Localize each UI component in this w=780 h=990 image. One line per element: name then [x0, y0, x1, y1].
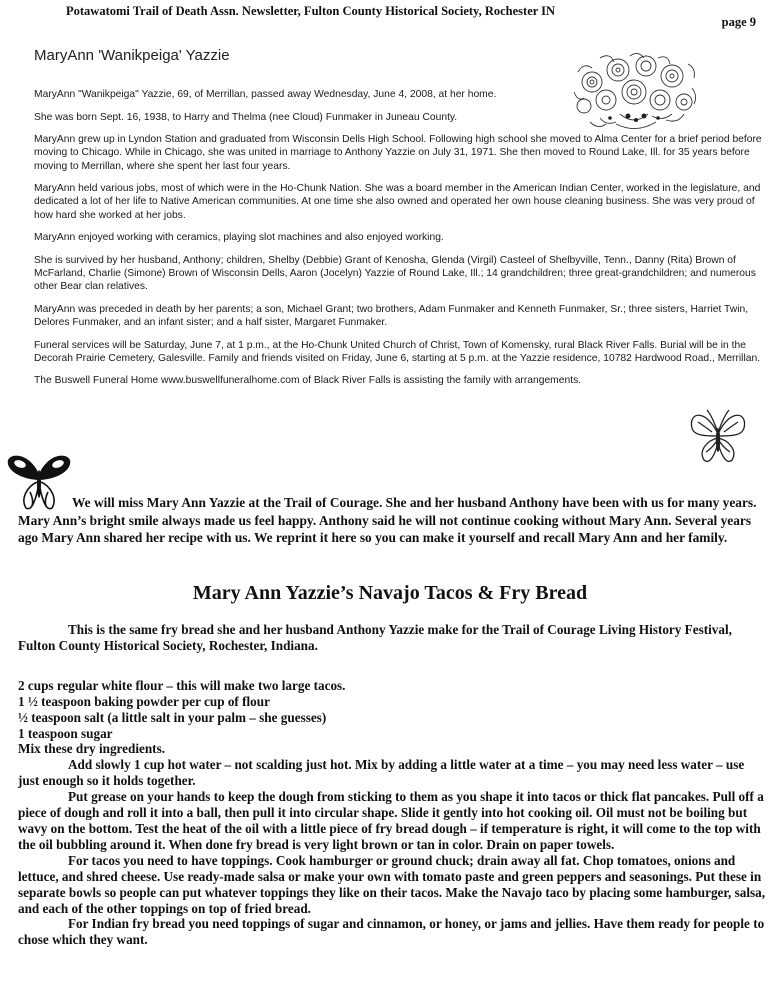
recipe-step: Put grease on your hands to keep the dough from sticking to them as you shape it into tacos or thick flat pancakes. Pull off a piece of dough and roll it into a ball, then pull it into circular shape. Slide it gently into hot cooking oil. Oil must not be boiling but wavy on the bottom. Test the heat of the oil with a little piece of fry bread dough – if temperature is right, it will come to the top with the oil bubbling around it. When done fry bread is very light brown or tan in color. Drain on paper towels. [18, 789, 764, 852]
obituary-paragraph: MaryAnn held various jobs, most of which were in the Ho-Chunk Nation. She was a board member in the American Indian Center, worked in the legislature, and dedicated a lot of her life to Native American communities. At one time she also owned and operated her own house cleaning business. She was very proud of how hard she worked at her jobs. [34, 183, 761, 221]
obituary-paragraph: MaryAnn "Wanikpeiga" Yazzie, 69, of Merrillan, passed away Wednesday, June 4, 2008, at her home. [34, 89, 497, 100]
obituary-paragraph: The Buswell Funeral Home www.buswellfuneralhome.com of Black River Falls is assisting the family with arrangements. [34, 375, 582, 387]
obituary-paragraph: MaryAnn grew up in Lyndon Station and graduated from Wisconsin Dells High School. Following high school she moved to Alma Center for a brief period before moving to Chicago. While in Chicago, she was united in marriage to Anthony Yazzie on July 31, 1971. She then moved to Round Lake, Ill. for 35 years before moving to Merrillan, where she spent her last four years. [34, 134, 762, 172]
ingredient-line: 1 teaspoon sugar [18, 725, 113, 741]
obituary-title: MaryAnn 'Wanikpeiga' Yazzie [34, 47, 230, 64]
obituary-body [34, 88, 764, 397]
page-number: page 9 [721, 15, 756, 29]
newsletter-title: Potawatomi Trail of Death Assn. Newsletter, Fulton County Historical Society, Rochester IN [66, 4, 556, 18]
obituary-paragraph: MaryAnn enjoyed working with ceramics, playing slot machines and also enjoyed working. [34, 232, 444, 244]
recipe-body [18, 622, 766, 948]
recipe-step: For tacos you need to have toppings. Cook hamburger or ground chuck; drain away all fat. Chop tomatoes, onions and lettuce, and shred cheese. Use ready-made salsa or make your own with tomato paste and green peppers and seasonings. Put these in separate bowls so people can put whatever toppings they like on their tacos. Make the Navajo taco by placing some hamburger, salsa, and each of the other toppings on top of fried bread. [18, 852, 766, 916]
butterfly-icon [686, 404, 750, 468]
ingredient-line: ½ teaspoon salt (a little salt in your palm – she guesses) [18, 709, 327, 725]
tribute-paragraph: We will miss Mary Ann Yazzie at the Trail of Courage. She and her husband Anthony have been with us for many years. Mary Ann’s bright smile always made us feel happy. Anthony said he will not continue cooking without Mary Ann. Several years ago Mary Ann shared her recipe with us. We reprint it here so you can make it yourself and recall Mary Ann and her family. [18, 495, 757, 546]
obituary-paragraph: MaryAnn was preceded in death by her parents; a son, Michael Grant; two brothers, Adam Funmaker and Kenneth Funmaker, Sr.; three sisters, Harriet Twin, Delores Funmaker, and an infant sister; and a half sister, Margaret Funmaker. [34, 303, 749, 328]
recipe-step: Add slowly 1 cup hot water – not scalding just hot. Mix by adding a little water at a time – you may need less water – use just enough so it holds together. [18, 757, 745, 789]
recipe-title: Mary Ann Yazzie’s Navajo Tacos & Fry Bread [192, 582, 588, 604]
ingredient-line: 2 cups regular white flour – this will make two large tacos. [18, 677, 346, 693]
ingredient-line: Mix these dry ingredients. [18, 741, 166, 757]
obituary-paragraph: She was born Sept. 16, 1938, to Harry and Thelma (nee Cloud) Funmaker in Juneau County. [34, 111, 458, 123]
recipe-intro: This is the same fry bread she and her husband Anthony Yazzie make for the Trail of Courage Living History Festival, Fulton County Historical Society, Rochester, Indiana. [18, 622, 732, 653]
recipe-step: For Indian fry bread you need toppings of sugar and cinnamon, or honey, or jams and jellies. Have them ready for people to chose which they want. [18, 916, 765, 948]
obituary-paragraph: Funeral services will be Saturday, June 7, at 1 p.m., at the Ho-Chunk United Church of Christ, Town of Komensky, rural Black River Falls. Burial will be in the Decorah Prairie Cemetery, Galesville. Family and friends visited on Friday, June 6, starting at 5 p.m. at the Yazzie residence, 10782 Hardwood Road., Merrillan. [34, 339, 761, 364]
ingredient-line: 1 ½ teaspoon baking powder per cup of flour [18, 693, 270, 709]
tribute-text [18, 494, 766, 547]
obituary-paragraph: She is survived by her husband, Anthony; children, Shelby (Debbie) Grant of Kenosha, Glenda (Virgil) Casteel of Shelbyville, Tenn., Danny (Rita) Brown of McFarland, Charlie (Simone) Brown of Wisconsin Dells, Aaron (Jocelyn) Yazzie of Round Lake, Ill.; 14 grandchildren; three great-grandchildren; and numerous other Bear clan relatives. [34, 254, 756, 293]
